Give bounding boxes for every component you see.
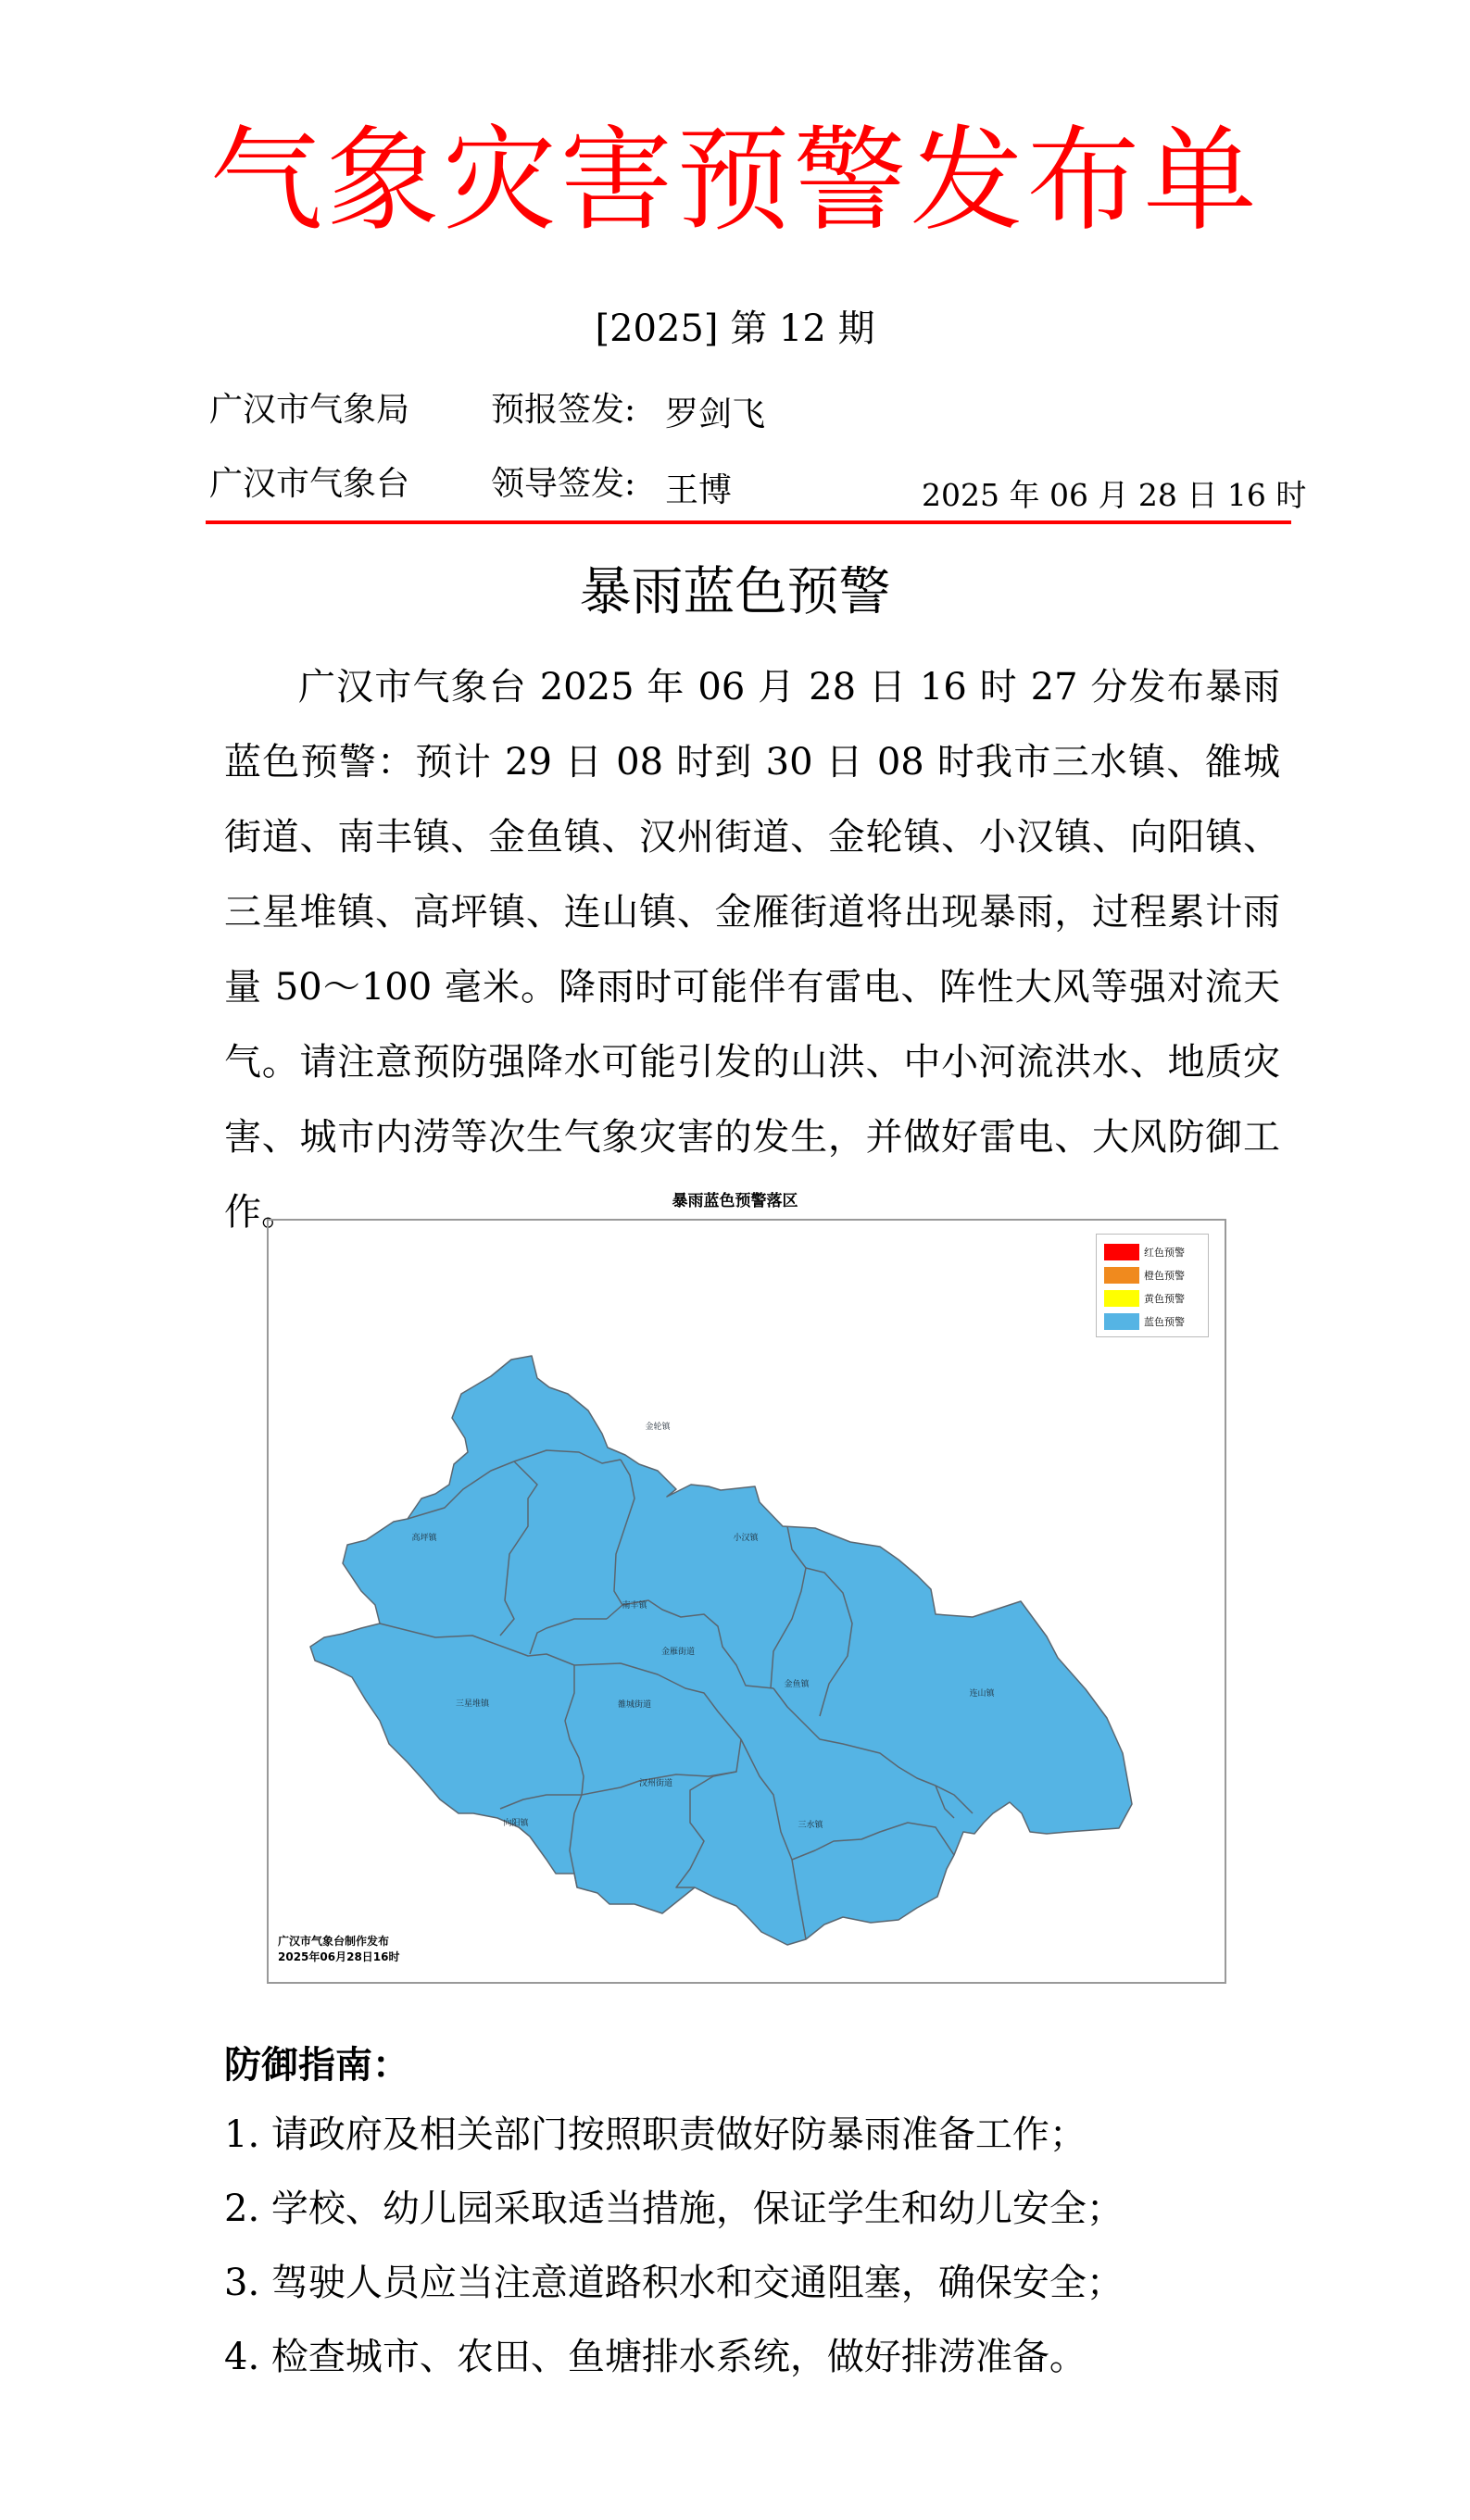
map-credit-time: 2025年06月28日16时	[278, 1950, 400, 1963]
map-label-sanshui: 三水镇	[798, 1821, 823, 1830]
guide-item: 1. 请政府及相关部门按照职责做好防暴雨准备工作；	[224, 2113, 1087, 2156]
warning-map	[267, 1219, 1226, 1984]
header-divider	[206, 520, 1291, 524]
legend-label-yellow: 黄色预警	[1144, 1292, 1185, 1305]
legend-label-red: 红色预警	[1144, 1246, 1185, 1259]
map-label-xiangyang: 向阳镇	[503, 1819, 529, 1828]
document-title: 气象灾害预警发布单	[209, 115, 1261, 246]
warning-body: 广汉市气象台 2025 年 06 月 28 日 16 时 27 分发布暴雨蓝色预警：预计 29 日 08 时到 30 日 08 时我市三水镇、雒城街道、南丰镇、金鱼镇、汉州街道、金轮镇、小汉镇、向阳镇、三星堆镇、高坪镇、连山镇、金雁街道将出现暴雨，过程累计雨量 50～100 毫米。降雨时可能伴有雷电、阵性大风等强对流天气。请注意预防强降水可能引发的山洪、中小河流洪水、地质灾害、城市内涝等次生气象灾害的发生，并做好雷电、大风防御工作。	[224, 666, 1280, 1234]
map-legend	[1096, 1234, 1209, 1337]
legend-swatch-blue	[1104, 1313, 1139, 1330]
map-label-nanfeng: 南丰镇	[622, 1601, 647, 1611]
map-label-lianshan: 连山镇	[969, 1689, 995, 1699]
issue-number: [2025] 第 12 期	[595, 307, 875, 350]
guide-item: 4. 检查城市、农田、鱼塘排水系统，做好排涝准备。	[224, 2336, 1087, 2378]
map-canvas	[269, 1221, 1225, 1982]
map-label-jinlun: 金轮镇	[645, 1423, 671, 1432]
legend-item-yellow	[1104, 1286, 1208, 1310]
map-label-hanzhou: 汉州街道	[638, 1779, 673, 1788]
legend-item-blue	[1104, 1310, 1208, 1333]
legend-swatch-red	[1104, 1244, 1139, 1260]
map-label-jinyan: 金雁街道	[660, 1648, 696, 1657]
legend-item-red	[1104, 1240, 1208, 1263]
guide-item: 2. 学校、幼儿园采取适当措施，保证学生和幼儿安全；	[224, 2188, 1124, 2230]
legend-swatch-yellow	[1104, 1290, 1139, 1307]
leader-sign-label: 领导签发:	[491, 465, 636, 503]
guide-heading: 防御指南：	[224, 2043, 409, 2087]
map-credit-publisher: 广汉市气象台制作发布	[278, 1935, 390, 1948]
legend-label-orange: 橙色预警	[1144, 1269, 1185, 1282]
forecast-signer: 罗剑飞	[665, 395, 766, 433]
issue-time: 2025 年 06 月 28 日 16 时	[922, 477, 1307, 513]
guide-item: 3. 驾驶人员应当注意道路积水和交通阻塞，确保安全；	[224, 2262, 1124, 2304]
legend-label-blue: 蓝色预警	[1144, 1315, 1185, 1328]
map-label-xiaohan: 小汉镇	[733, 1534, 759, 1543]
legend-item-orange	[1104, 1263, 1208, 1286]
legend-swatch-orange	[1104, 1267, 1139, 1284]
map-label-luocheng: 雒城街道	[617, 1700, 652, 1710]
forecast-sign-label: 预报签发:	[491, 391, 636, 429]
map-title: 暴雨蓝色预警落区	[672, 1192, 798, 1210]
issuing-org-observatory: 广汉市气象台	[209, 465, 410, 503]
map-county-outline	[310, 1356, 1132, 1945]
map-label-gaoping: 高坪镇	[411, 1534, 437, 1543]
warning-title: 暴雨蓝色预警	[579, 562, 891, 622]
leader-signer: 王博	[665, 471, 733, 509]
issuing-org-bureau: 广汉市气象局	[209, 391, 410, 429]
map-credit	[278, 1934, 400, 1965]
map-label-jinyu: 金鱼镇	[784, 1680, 810, 1689]
map-label-sanxingdui: 三星堆镇	[455, 1699, 490, 1709]
